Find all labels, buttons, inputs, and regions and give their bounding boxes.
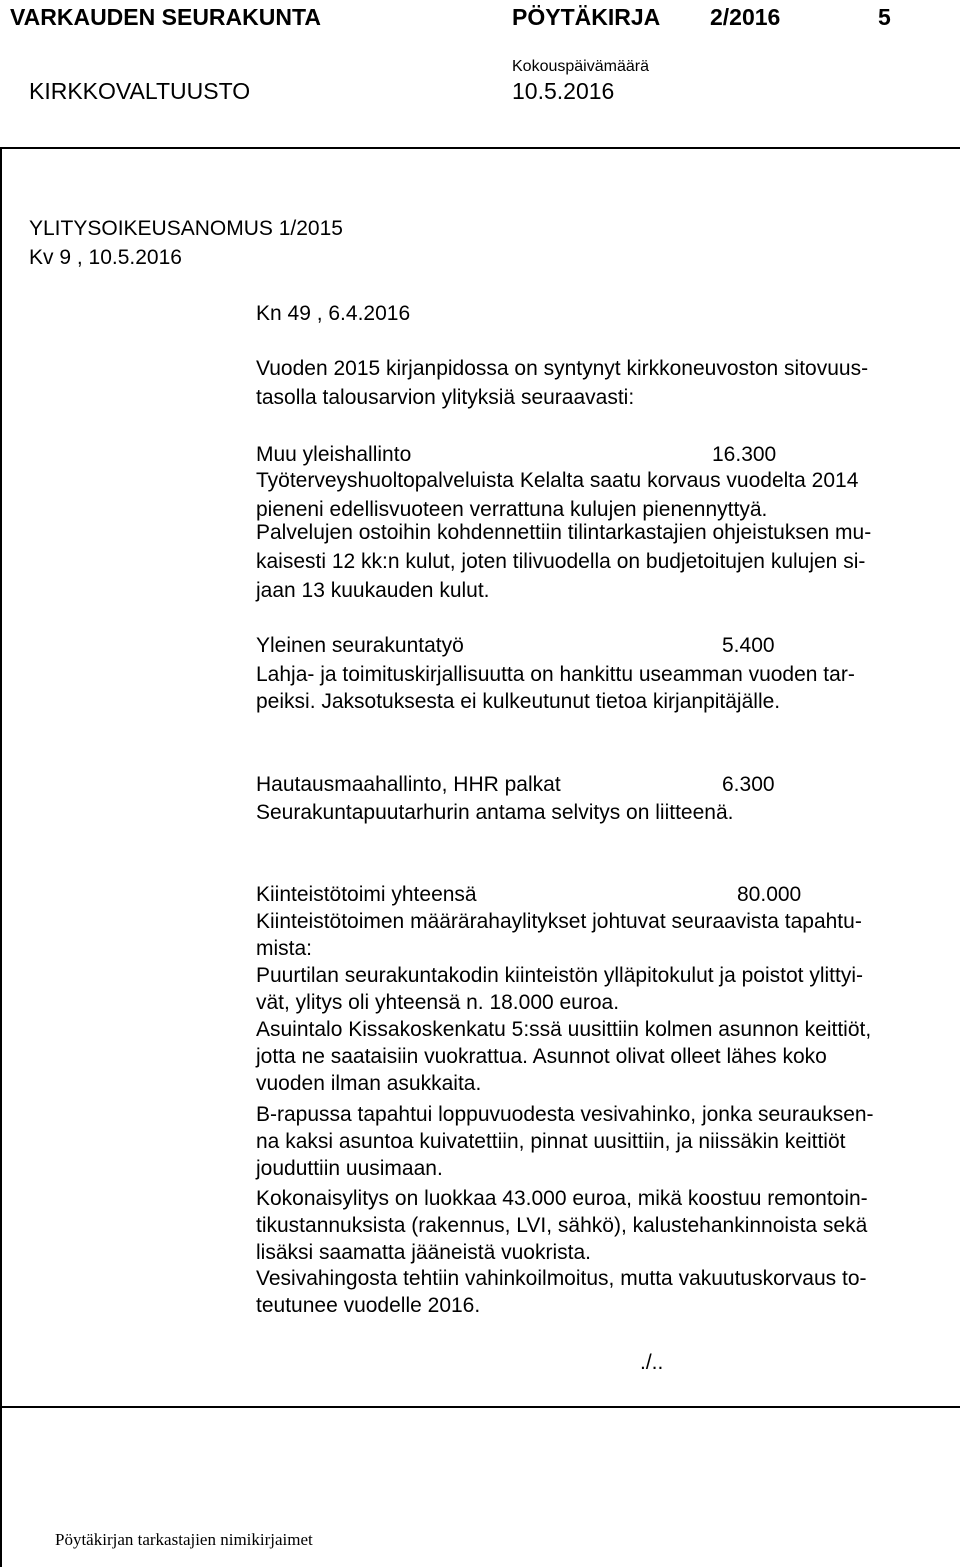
section-text-line: Puurtilan seurakuntakodin kiinteistön ylläpitokulut ja poistot ylittyi- [256,964,863,987]
section-text-line: jaan 13 kuukauden kulut. [256,579,490,602]
section-label: Yleinen seurakuntatyö [256,634,464,657]
section-text-line: jotta ne saataisiin vuokrattua. Asunnot olivat olleet lähes koko [256,1045,827,1068]
frame-top-rule [0,147,960,149]
section-text-line: teutunee vuodelle 2016. [256,1294,481,1317]
section-text-line: Vesivahingosta tehtiin vahinkoilmoitus, mutta vakuutuskorvaus to- [256,1267,867,1290]
page-number: 5 [878,4,891,30]
meeting-date: 10.5.2016 [512,78,615,104]
section-text-line: Kokonaisylitys on luokkaa 43.000 euroa, mikä koostuu remontoin- [256,1187,868,1210]
signature-initials-label: Pöytäkirjan tarkastajien nimikirjaimet [55,1530,313,1549]
section-text-line: lisäksi saamatta jääneistä vuokrista. [256,1241,591,1264]
doc-number: 2/2016 [710,4,781,30]
section-text-line: mista: [256,937,313,960]
reference-kn: Kn 49 , 6.4.2016 [256,302,411,325]
section-text-line: Työterveyshuoltopalveluista Kelalta saatu korvaus vuodelta 2014 [256,469,859,492]
doc-type: PÖYTÄKIRJA [512,4,661,30]
section-text-line: vät, ylitys oli yhteensä n. 18.000 euroa. [256,991,620,1014]
intro-line: Vuoden 2015 kirjanpidossa on syntynyt kirkkoneuvoston sitovuus- [256,357,869,380]
frame-bottom-rule [0,1406,960,1408]
section-text-line: Seurakuntapuutarhurin antama selvitys on liitteenä. [256,801,734,824]
section-amount: 6.300 [722,773,775,796]
reference-kv: Kv 9 , 10.5.2016 [29,246,182,269]
section-text-line: Asuintalo Kissakoskenkatu 5:ssä uusittiin kolmen asunnon keittiöt, [256,1018,872,1041]
section-text-line: tikustannuksista (rakennus, LVI, sähkö), kalustehankinnoista sekä [256,1214,868,1237]
section-label: Hautausmaahallinto, HHR palkat [256,773,561,796]
section-text-line: vuoden ilman asukkaita. [256,1072,482,1095]
continuation-mark: ./.. [640,1351,664,1374]
section-amount: 5.400 [722,634,775,657]
section-text-line: Palvelujen ostoihin kohdennettiin tilintarkastajien ohjeistuksen mu- [256,521,872,544]
frame-left-rule [0,147,2,1567]
section-text-line: peiksi. Jaksotuksesta ei kulkeutunut tietoa kirjanpitäjälle. [256,690,781,713]
section-text-line: kaisesti 12 kk:n kulut, joten tilivuodella on budjetoitujen kulujen si- [256,550,866,573]
section-label: Kiinteistötoimi yhteensä [256,883,477,906]
section-text-line: na kaksi asuntoa kuivatettiin, pinnat uusittiin, ja niissäkin keittiöt [256,1130,846,1153]
section-text-line: Kiinteistötoimen määrärahaylitykset johtuvat seuraavista tapahtu- [256,910,862,933]
section-label: Muu yleishallinto [256,443,412,466]
section-text-line: B-rapussa tapahtui loppuvuodesta vesivahinko, jonka seurauksen- [256,1103,874,1126]
section-amount: 80.000 [737,883,802,906]
doc-title: YLITYSOIKEUSANOMUS 1/2015 [29,217,343,240]
body-name: KIRKKOVALTUUSTO [29,78,251,104]
meeting-date-label: Kokouspäivämäärä [512,58,649,75]
section-amount: 16.300 [712,443,777,466]
section-text-line: jouduttiin uusimaan. [256,1157,443,1180]
intro-line: tasolla talousarvion ylityksiä seuraavasti: [256,386,635,409]
section-text-line: pieneni edellisvuoteen verrattuna kulujen pienennyttyä. [256,498,768,521]
section-text-line: Lahja- ja toimituskirjallisuutta on hankittu useamman vuoden tar- [256,663,855,686]
org-name: VARKAUDEN SEURAKUNTA [10,4,321,30]
